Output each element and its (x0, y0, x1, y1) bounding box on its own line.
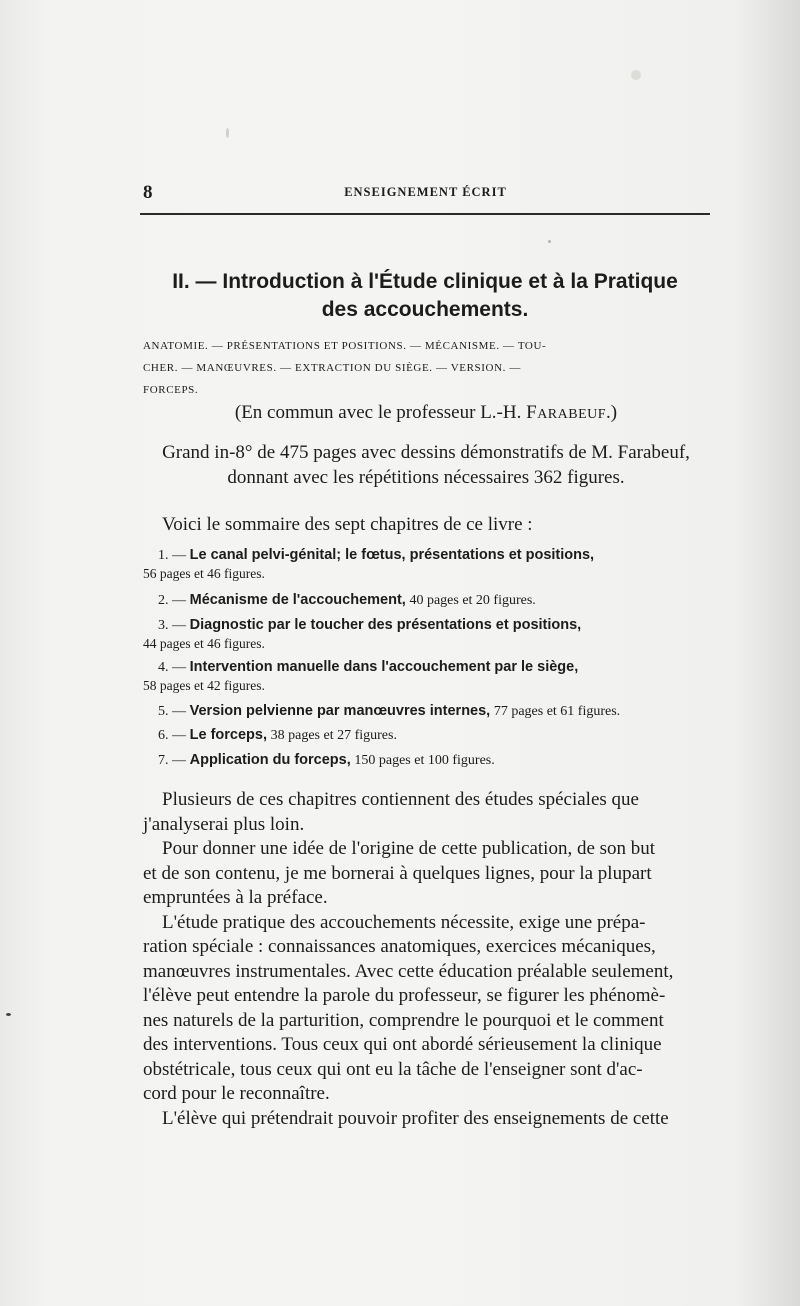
chapter-detail: 150 pages et 100 figures. (354, 753, 495, 768)
body-line: j'analyserai plus loin. (143, 813, 305, 835)
collab-suffix: .) (606, 402, 618, 423)
subject-word: ET (323, 340, 339, 352)
subject-list (143, 335, 709, 401)
subject-dash: — (280, 362, 292, 374)
body-line: L'étude pratique des accouchements nécessite, exige une prépa- (162, 911, 646, 933)
subject-word: TOU- (517, 340, 547, 352)
chapter-number: 6. — (158, 728, 186, 743)
subject-word: ANATOMIE. (143, 340, 209, 352)
chapter-title: Application du forceps, (189, 752, 351, 768)
subject-word: PRÉSENTATIONS (226, 340, 321, 352)
chapter-number: 5. — (158, 704, 186, 719)
body-text (143, 788, 709, 1131)
chapter-detail: 44 pages et 46 figures. (143, 636, 265, 651)
subject-word: MÉCANISME. (424, 340, 500, 352)
chapter-detail: 56 pages et 46 figures. (143, 566, 265, 581)
running-head-title: ENSEIGNEMENT ÉCRIT (344, 185, 507, 199)
header-rule (140, 213, 710, 215)
chapter-item (143, 591, 709, 610)
subject-line-3: FORCEPS. (143, 384, 199, 396)
body-line: obstétricale, tous ceux qui ont eu la tâche de l'enseigner sont d'ac- (143, 1058, 643, 1080)
subject-word: DU (374, 362, 392, 374)
subject-dash: — (409, 340, 422, 352)
body-line: Plusieurs de ces chapitres contiennent des études spéciales que (162, 789, 639, 810)
section-title-line-1: II. — Introduction à l'Étude clinique et à la Pratique (172, 270, 678, 293)
running-head (143, 182, 708, 204)
subject-dash: — (181, 362, 194, 374)
chapter-title: Le forceps, (189, 727, 267, 743)
collab-prefix: (En commun avec le professeur L.-H. (234, 402, 527, 423)
book-description (143, 440, 709, 490)
subject-word: SIÈGE. (395, 362, 433, 374)
subject-word: POSITIONS. (341, 340, 407, 352)
subject-dash: — (211, 340, 224, 352)
body-line: L'élève qui prétendrait pouvoir profiter des enseignements de cette (162, 1107, 669, 1129)
chapter-detail: 38 pages et 27 figures. (270, 728, 397, 743)
chapter-detail: 77 pages et 61 figures. (493, 704, 621, 719)
subject-line-2 (143, 357, 709, 379)
chapter-title: Intervention manuelle dans l'accouchement par le siège, (189, 659, 579, 675)
section-title-line-2: des accouchements. (321, 298, 529, 321)
chapter-item (143, 726, 709, 745)
paper-speck (548, 240, 551, 243)
chapter-number: 4. — (158, 660, 186, 675)
body-line: des interventions. Tous ceux qui ont abordé sérieusement la clinique (143, 1034, 662, 1055)
section-title (140, 268, 710, 324)
chapter-detail: 40 pages et 20 figures. (409, 593, 536, 608)
page-number: 8 (143, 182, 153, 203)
paper-speck (226, 128, 229, 138)
chapter-intro: Voici le sommaire des sept chapitres de ce livre : (162, 514, 533, 535)
chapter-item (143, 658, 709, 695)
paper-speck (631, 70, 641, 80)
chapter-number: 3. — (158, 618, 186, 633)
chapter-title: Diagnostic par le toucher des présentations et positions, (189, 617, 582, 633)
subject-dash: — (503, 340, 515, 352)
chapter-number: 1. — (158, 548, 186, 563)
chapter-title: Mécanisme de l'accouchement, (189, 592, 406, 608)
chapter-item (143, 751, 709, 770)
collaboration-note (143, 402, 709, 424)
subject-word: EXTRACTION (295, 362, 372, 374)
chapter-number: 7. — (158, 753, 186, 768)
subject-line-1 (143, 335, 709, 357)
chapter-title: Version pelvienne par manœuvres internes, (189, 703, 491, 719)
collab-name: F (526, 402, 538, 423)
body-line: et de son contenu, je me bornerai à quelques lignes, pour la plupart (143, 862, 652, 884)
description-line-1: Grand in-8° de 475 pages avec dessins démonstratifs de M. Farabeuf, (162, 442, 690, 463)
body-line: manœuvres instrumentales. Avec cette éducation préalable seulement, (143, 960, 674, 982)
body-line: ration spéciale : connaissances anatomiques, exercices mécaniques, (143, 936, 656, 957)
body-line: Pour donner une idée de l'origine de cette publication, de son but (162, 838, 656, 859)
chapter-detail: 58 pages et 42 figures. (143, 678, 265, 693)
subject-dash: — (509, 362, 521, 374)
paper-speck (6, 1013, 11, 1016)
body-line: cord pour le reconnaître. (143, 1083, 330, 1104)
description-line-2: donnant avec les répétitions nécessaires 362 figures. (227, 467, 625, 488)
chapter-item (143, 546, 709, 583)
body-line: l'élève peut entendre la parole du professeur, se figurer les phénomè- (143, 985, 666, 1006)
chapter-item (143, 616, 709, 653)
body-line: empruntées à la préface. (143, 887, 328, 908)
subject-dash: — (435, 362, 448, 374)
collab-name-smallcaps: ARABEUF (537, 407, 607, 422)
chapter-title: Le canal pelvi-génital; le fœtus, présentations et positions, (189, 547, 595, 563)
subject-word: MANŒUVRES. (196, 362, 277, 374)
body-line: nes naturels de la parturition, comprendre le pourquoi et le comment (143, 1009, 664, 1031)
subject-word: VERSION. (450, 362, 506, 374)
subject-word: CHER. (143, 362, 179, 374)
chapter-item (143, 702, 709, 721)
chapter-number: 2. — (158, 593, 186, 608)
